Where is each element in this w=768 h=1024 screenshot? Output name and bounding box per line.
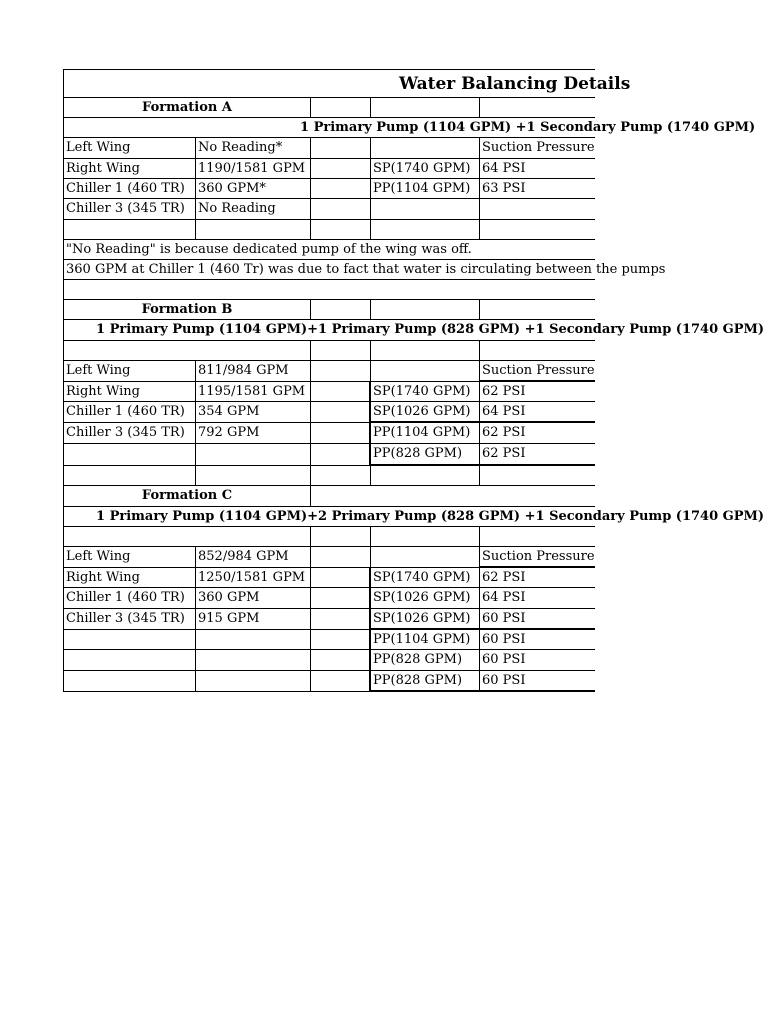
table-row: Chiller 1 (460 TR) 360 GPM SP(1026 GPM) 64 PSI (64, 588, 595, 609)
formation-a-note-1: "No Reading" is because dedicated pump of the wing was off. (64, 240, 595, 260)
table-row: PP(828 GPM) 60 PSI (64, 650, 595, 671)
table-row: Left Wing 852/984 GPM Suction Pressure (64, 547, 595, 568)
table-row: PP(828 GPM) 60 PSI (64, 671, 595, 692)
table-row: Left Wing No Reading* Suction Pressure (64, 138, 595, 159)
spreadsheet (63, 69, 765, 692)
table-row (64, 220, 595, 240)
table-row: Chiller 3 (345 TR) No Reading (64, 199, 595, 220)
sheet-title: Water Balancing Details (64, 70, 595, 98)
formation-c-config: 1 Primary Pump (1104 GPM)+2 Primary Pump (828 GPM) +1 Secondary Pump (1740 GPM) (64, 507, 595, 527)
table-row: Chiller 1 (460 TR) 360 GPM* PP(1104 GPM) 63 PSI (64, 179, 595, 199)
table-row: Right Wing 1195/1581 GPM SP(1740 GPM) 62 PSI (64, 382, 595, 402)
empty-row (64, 280, 595, 300)
formation-b-config-row (64, 320, 765, 341)
empty-row (64, 341, 595, 361)
note-row (64, 240, 595, 260)
formation-a-config-row (64, 118, 756, 138)
formation-a-label: Formation A (64, 98, 311, 118)
table-row: Left Wing 811/984 GPM Suction Pressure (64, 361, 595, 382)
table-row: Chiller 3 (345 TR) 915 GPM SP(1026 GPM) 60 PSI (64, 609, 595, 630)
table-row: PP(828 GPM) 62 PSI (64, 444, 595, 466)
table-row: Chiller 1 (460 TR) 354 GPM SP(1026 GPM) 64 PSI (64, 402, 595, 423)
formation-a-config: 1 Primary Pump (1104 GPM) +1 Secondary Pump (1740 GPM) (64, 118, 595, 138)
formation-b-header-row (64, 300, 595, 320)
formation-a-header-row (64, 98, 595, 118)
table-row: Right Wing 1250/1581 GPM SP(1740 GPM) 62 PSI (64, 568, 595, 588)
formation-b-label: Formation B (64, 300, 311, 320)
empty-row (64, 527, 595, 547)
formation-a-note-2: 360 GPM at Chiller 1 (460 Tr) was due to fact that water is circulating between the pumps (64, 260, 595, 280)
note-row (64, 260, 666, 280)
formation-b-config: 1 Primary Pump (1104 GPM)+1 Primary Pump (828 GPM) +1 Secondary Pump (1740 GPM) (64, 320, 595, 341)
title-row (64, 70, 631, 98)
table-row: Right Wing 1190/1581 GPM SP(1740 GPM) 64 PSI (64, 159, 595, 179)
formation-c-label: Formation C (64, 486, 311, 507)
formation-c-header-row (64, 486, 595, 507)
empty-row (64, 466, 595, 486)
formation-c-config-row (64, 507, 765, 527)
table-row: PP(1104 GPM) 60 PSI (64, 630, 595, 650)
table-row: Chiller 3 (345 TR) 792 GPM PP(1104 GPM) 62 PSI (64, 423, 595, 444)
